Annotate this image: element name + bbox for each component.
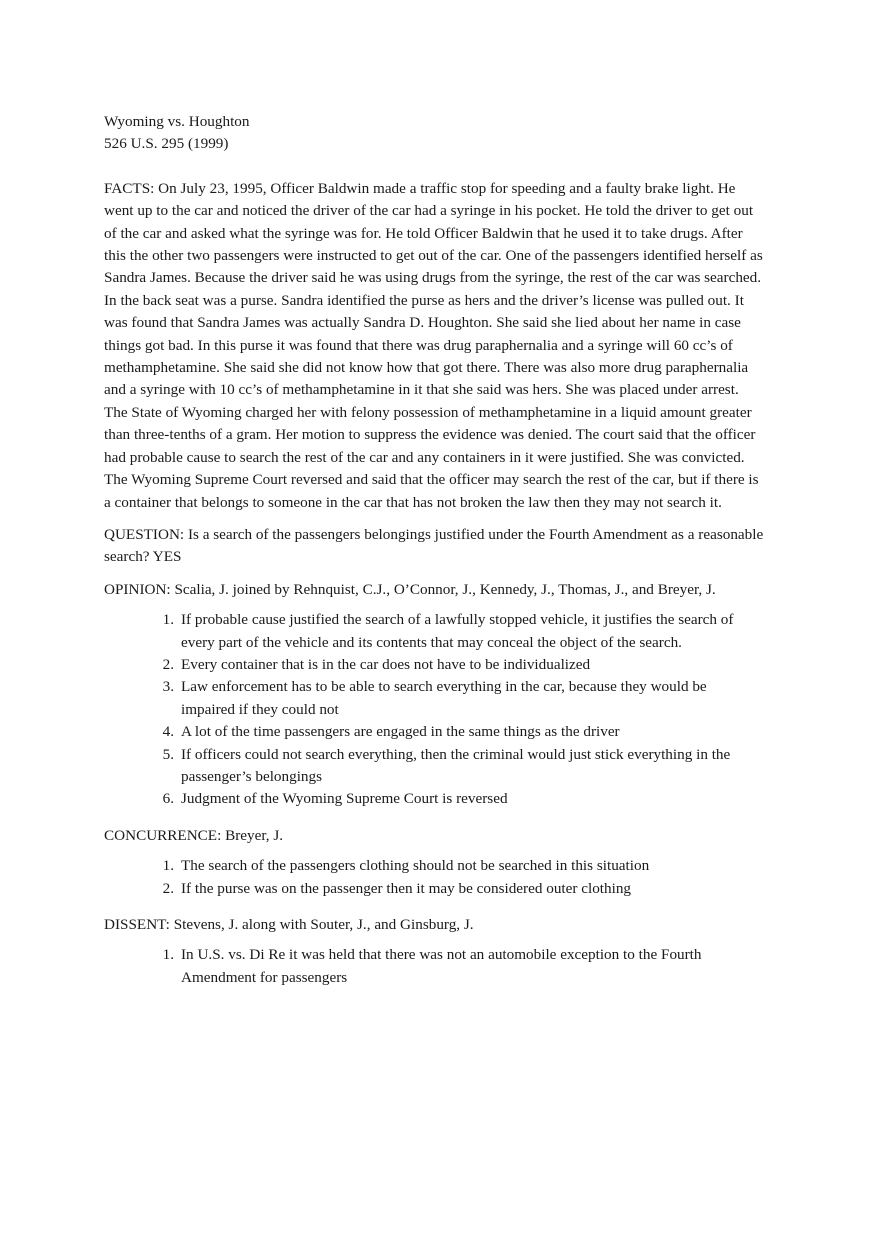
list-text: Judgment of the Wyoming Supreme Court is reversed [181, 790, 508, 808]
list-item [162, 788, 764, 810]
facts-paragraph: FACTS: On July 23, 1995, Officer Baldwin made a traffic stop for speeding and a faulty brake light. He went up to the car and noticed the driver of the car had a syringe in his pocket. He told the driver to get out of the car and asked what the syringe was for. He told Officer Baldwin that he used it to take drugs. After this the other two passengers were instructed to get out of the car. One of the passengers identified herself as Sandra James. Because the driver said he was using drugs from the syringe, the rest of the car was searched. In the back seat was a purse. Sandra identified the purse as hers and the driver’s license was pulled out. It was found that Sandra James was actually Sandra D. Houghton. She said she lied about her name in case things got bad. In this purse it was found that there was drug paraphernalia and a syringe will 60 cc’s of methamphetamine. She said she did not know how that got there. There was also more drug paraphernalia and a syringe with 10 cc’s of methamphetamine in it that she said was hers. She was placed under arrest. The State of Wyoming charged her with felony possession of methamphetamine in a liquid amount greater than three-tenths of a gram. Her motion to suppress the evidence was denied. The court said that the officer had probable cause to search the rest of the car and any containers in it were justified. She was convicted. The Wyoming Supreme Court reversed and said that the officer may search the rest of the car, but if there is a container that belongs to someone in the car that has not broken the law then they may not search it. [104, 179, 763, 511]
list-text: If officers could not search everything, then the criminal would just stick everything in the passenger’s belongings [181, 745, 731, 785]
opinion-section [104, 579, 764, 811]
list-item [162, 609, 764, 654]
case-header [104, 111, 764, 156]
list-item [162, 855, 764, 877]
list-text: If the purse was on the passenger then it may be considered outer clothing [181, 879, 632, 897]
list-number: 6. [162, 790, 174, 808]
list-number: 4. [162, 723, 174, 741]
document-page [104, 111, 764, 989]
list-number: 1. [162, 857, 174, 875]
list-item [162, 721, 764, 743]
list-text: If probable cause justified the search of a lawfully stopped vehicle, it justifies the search of every part of the vehicle and its contents that may conceal the object of the search. [181, 611, 734, 651]
list-number: 3. [162, 678, 174, 696]
list-number: 2. [162, 879, 174, 897]
list-text: In U.S. vs. Di Re it was held that there was not an automobile exception to the Fourth Amendment for passengers [181, 946, 702, 986]
dissent-list [104, 944, 764, 989]
list-text: Law enforcement has to be able to search everything in the car, because they would be impaired if they could not [181, 678, 707, 718]
dissent-heading: DISSENT: Stevens, J. along with Souter, J., and Ginsburg, J. [104, 916, 474, 933]
list-item [162, 654, 764, 676]
list-number: 5. [162, 745, 174, 763]
list-number: 1. [162, 611, 174, 629]
concurrence-list [104, 855, 764, 900]
list-number: 2. [162, 655, 174, 673]
list-number: 1. [162, 946, 174, 964]
list-item [162, 944, 764, 989]
list-item [162, 878, 764, 900]
list-text: Every container that is in the car does not have to be individualized [181, 655, 591, 673]
concurrence-heading: CONCURRENCE: Breyer, J. [104, 826, 284, 844]
list-text: A lot of the time passengers are engaged in the same things as the driver [181, 723, 620, 741]
question-paragraph: QUESTION: Is a search of the passengers belongings justified under the Fourth Amendment as a reasonable search? YES [104, 525, 764, 566]
case-citation: 526 U.S. 295 (1999) [104, 135, 229, 153]
opinion-heading: OPINION: Scalia, J. joined by Rehnquist, C.J., O’Connor, J., Kennedy, J., Thomas, J., and Breyer, J. [104, 580, 716, 598]
list-item [162, 744, 764, 789]
list-text: The search of the passengers clothing should not be searched in this situation [181, 857, 650, 875]
list-item [162, 676, 764, 721]
opinion-list [104, 609, 764, 811]
concurrence-section [104, 825, 764, 900]
case-name: Wyoming vs. Houghton [104, 113, 250, 130]
dissent-section [104, 914, 764, 989]
